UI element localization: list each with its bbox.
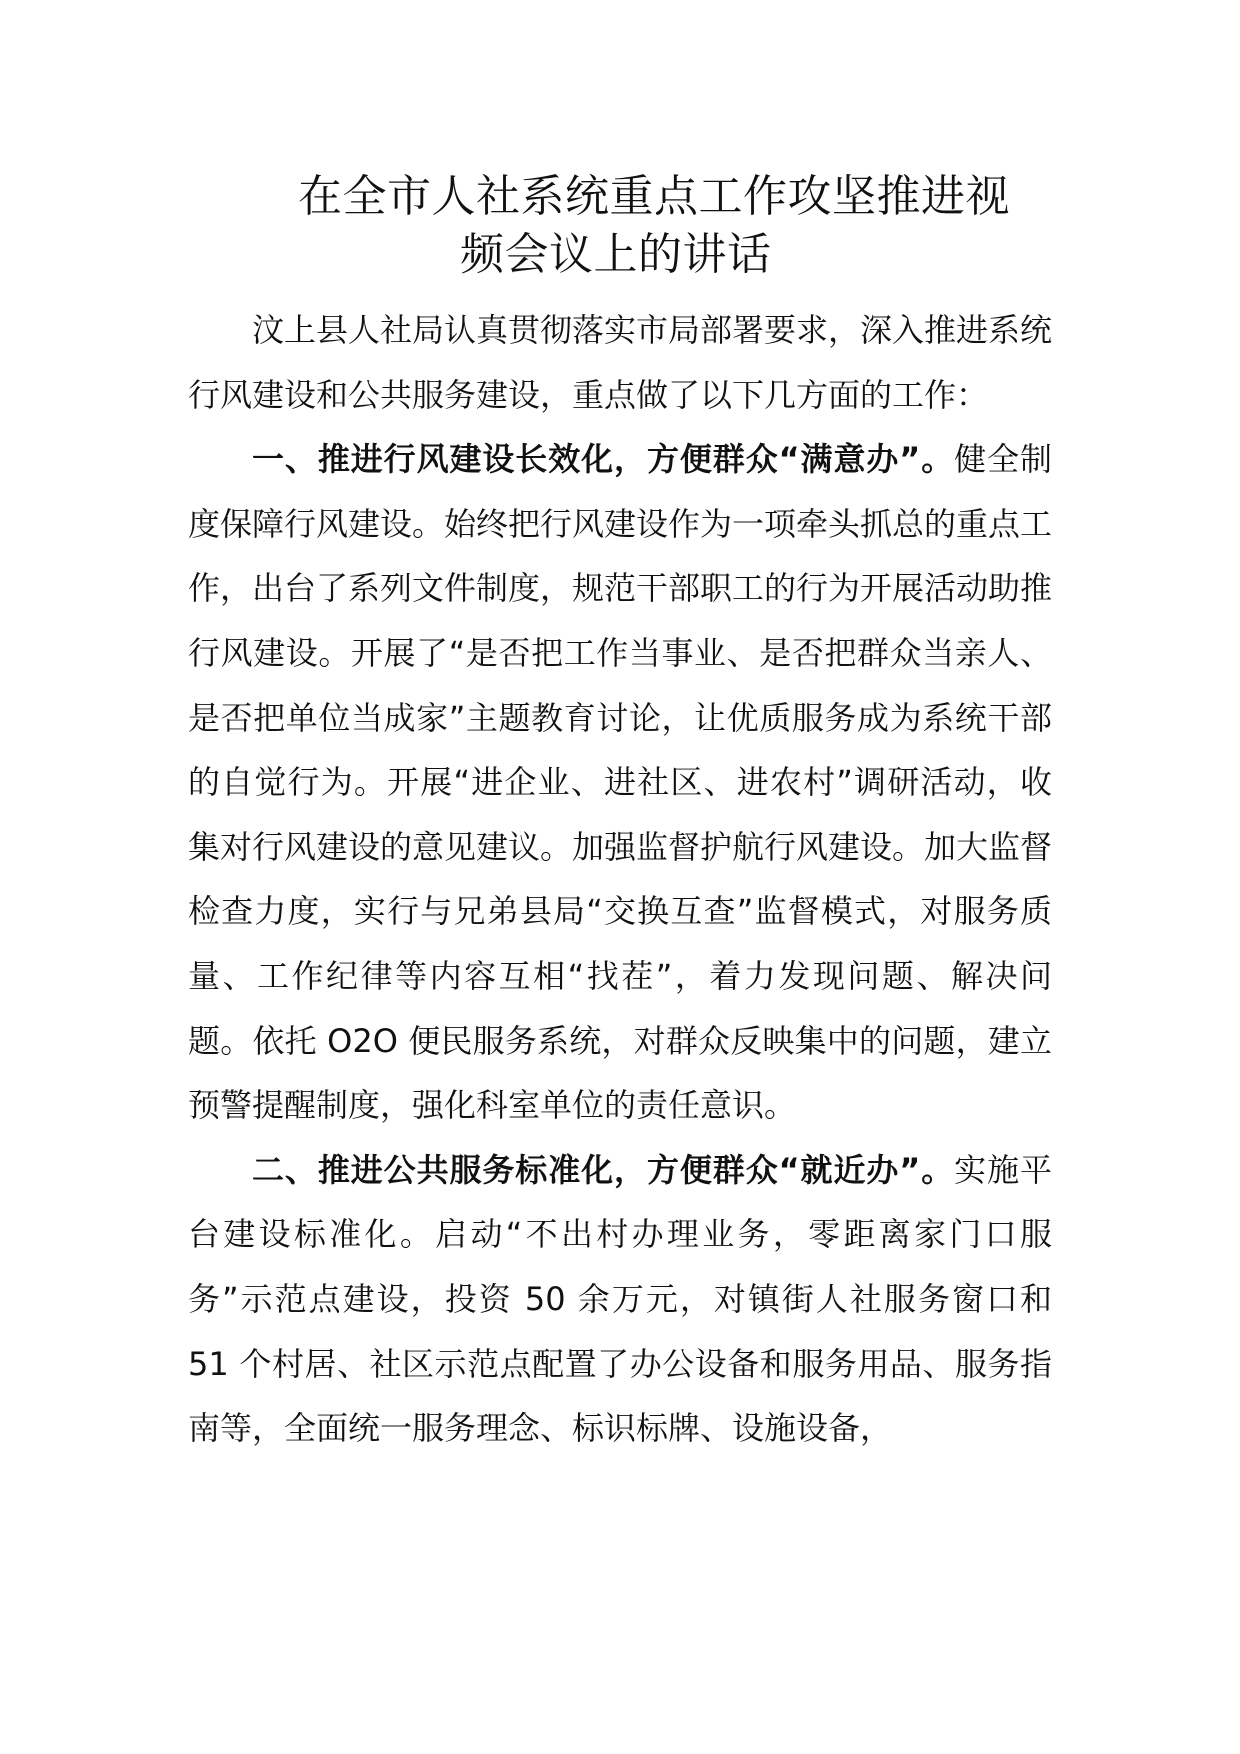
section-1-paragraph <box>188 427 1052 1138</box>
section-1-text: 健全制度保障行风建设。始终把行风建设作为一项牵头抓总的重点工作，出台了系列文件制度，规范干部职工的行为开展活动助推行风建设。开展了“是否把工作当事业、是否把群众当亲人、是否把单位当成家”主题教育讨论，让优质服务成为系统干部的自觉行为。开展“进企业、进社区、进农村”调研活动，收集对行风建设的意见建议。加强监督护航行风建设。加大监督检查力度，实行与兄弟县局“交换互查”监督模式，对服务质量、工作纪律等内容互相“找茬”，着力发现问题、解决问题。依托 O2O 便民服务系统，对群众反映集中的问题，建立预警提醒制度，强化科室单位的责任意识。 <box>188 440 1053 1125</box>
intro-paragraph: 汶上县人社局认真贯彻落实市局部署要求，深入推进系统行风建设和公共服务建设，重点做了以下几方面的工作： <box>188 311 1053 414</box>
title-line-1: 在全市人社系统重点工作攻坚推进视 <box>298 171 1010 222</box>
title-line-2: 频会议上的讲话 <box>460 229 772 280</box>
document-title <box>250 168 1050 284</box>
document-body <box>188 298 1052 1461</box>
section-1-heading: 一、推进行风建设长效化，方便群众“满意办”。 <box>252 440 955 479</box>
section-2-text: 实施平台建设标准化。启动“不出村办理业务，零距离家门口服务”示范点建设，投资 50 余万元，对镇街人社服务窗口和 51 个村居、社区示范点配置了办公设备和服务用品、服务指南等，全面统一服务理念、标识标牌、设施设备， <box>188 1150 1052 1448</box>
section-2-paragraph <box>188 1138 1052 1461</box>
section-2-heading: 二、推进公共服务标准化，方便群众“就近办”。 <box>252 1150 955 1189</box>
